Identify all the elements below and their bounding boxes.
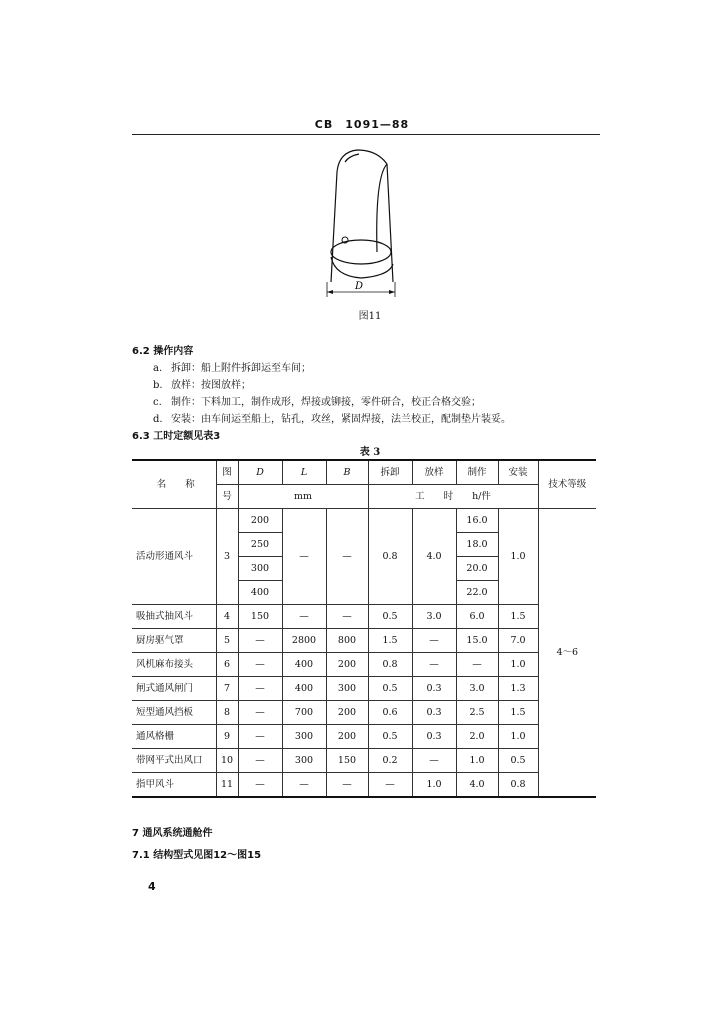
header-layout: 放样	[412, 460, 456, 485]
list-item-text: 安装：由车间运至船上，钻孔，攻丝，紧固焊接，法兰校正，配制垫片装妥。	[171, 414, 511, 425]
cell-install: 7.0	[498, 629, 538, 653]
table-row	[132, 701, 596, 725]
page-header	[0, 118, 724, 131]
cell-B: —	[326, 509, 368, 605]
section-6-2-heading: 6.2 操作内容	[132, 346, 194, 357]
cell-layout: —	[412, 629, 456, 653]
cell-layout: 4.0	[412, 509, 456, 605]
table-row	[132, 749, 596, 773]
table-row	[132, 653, 596, 677]
cell-fig: 6	[216, 653, 238, 677]
cell-D: —	[238, 773, 282, 798]
cell-D: —	[238, 701, 282, 725]
header-fig-bottom: 号	[216, 485, 238, 509]
cell-make: 18.0	[456, 533, 498, 557]
cell-name: 通风格栅	[132, 725, 216, 749]
cell-D: 150	[238, 605, 282, 629]
figure-11-drawing	[315, 142, 415, 302]
cell-layout: —	[412, 749, 456, 773]
work-hours-table	[132, 459, 596, 798]
section-7-heading: 7 通风系统通舱件	[132, 828, 213, 839]
list-item	[153, 410, 511, 425]
cell-B: 800	[326, 629, 368, 653]
cell-name: 闸式通风闸门	[132, 677, 216, 701]
cell-install: 1.5	[498, 605, 538, 629]
cell-install: 0.8	[498, 773, 538, 798]
table-header-row	[132, 460, 596, 485]
cell-L: 300	[282, 725, 326, 749]
cell-make: 20.0	[456, 557, 498, 581]
cell-D: 300	[238, 557, 282, 581]
cell-L: 400	[282, 653, 326, 677]
cell-layout: —	[412, 653, 456, 677]
cell-L: 400	[282, 677, 326, 701]
cell-make: 2.5	[456, 701, 498, 725]
cell-dismantle: 0.5	[368, 677, 412, 701]
cell-B: 200	[326, 653, 368, 677]
cell-fig: 4	[216, 605, 238, 629]
section-6-3-heading: 6.3 工时定额见表3	[132, 431, 221, 442]
cell-fig: 11	[216, 773, 238, 798]
cell-install: 1.0	[498, 725, 538, 749]
cell-L: 2800	[282, 629, 326, 653]
cell-dismantle: 0.5	[368, 725, 412, 749]
cell-L: —	[282, 509, 326, 605]
table-row	[132, 509, 596, 533]
cell-fig: 3	[216, 509, 238, 605]
cell-make: 16.0	[456, 509, 498, 533]
cell-dismantle: 0.8	[368, 653, 412, 677]
table-row	[132, 725, 596, 749]
cell-B: —	[326, 773, 368, 798]
header-mm-unit: mm	[238, 485, 368, 509]
cell-fig: 7	[216, 677, 238, 701]
cell-make: 4.0	[456, 773, 498, 798]
cell-layout: 3.0	[412, 605, 456, 629]
cell-name: 短型通风挡板	[132, 701, 216, 725]
header-name: 名 称	[132, 460, 216, 509]
list-item-text: 制作：下料加工，制作成形，焊接或铆接，零件研合，校正合格交验；	[171, 397, 481, 408]
header-make: 制作	[456, 460, 498, 485]
figure-caption: 图11	[358, 311, 382, 322]
cell-install: 1.0	[498, 653, 538, 677]
header-dismantle: 拆卸	[368, 460, 412, 485]
cell-B: —	[326, 605, 368, 629]
cell-layout: 0.3	[412, 725, 456, 749]
cell-install: 1.3	[498, 677, 538, 701]
cell-fig: 8	[216, 701, 238, 725]
cell-layout: 0.3	[412, 677, 456, 701]
cell-L: —	[282, 773, 326, 798]
list-item-label: c.	[153, 397, 162, 408]
header-standard-code: CB	[314, 118, 334, 131]
table-row	[132, 773, 596, 798]
cell-name: 吸抽式抽风斗	[132, 605, 216, 629]
cell-D: —	[238, 629, 282, 653]
cell-make: 2.0	[456, 725, 498, 749]
cell-make: 3.0	[456, 677, 498, 701]
table-caption: 表 3	[359, 447, 381, 458]
cell-make: —	[456, 653, 498, 677]
cell-install: 1.5	[498, 701, 538, 725]
list-item	[153, 359, 311, 374]
cell-dismantle: 0.6	[368, 701, 412, 725]
cell-D: —	[238, 653, 282, 677]
cell-make: 15.0	[456, 629, 498, 653]
cell-layout: 0.3	[412, 701, 456, 725]
cell-dismantle: 1.5	[368, 629, 412, 653]
header-B: B	[326, 460, 368, 485]
list-item	[153, 376, 251, 391]
table-row	[132, 605, 596, 629]
section-7-1-heading: 7.1 结构型式见图12～图15	[132, 850, 262, 861]
list-item-text: 拆卸：船上附件拆卸运至车间；	[171, 363, 311, 374]
cell-B: 300	[326, 677, 368, 701]
cell-B: 200	[326, 701, 368, 725]
cell-fig: 5	[216, 629, 238, 653]
header-rule	[132, 134, 600, 135]
list-item-label: d.	[153, 414, 163, 425]
cell-L: 300	[282, 749, 326, 773]
header-hours-unit: 工 时 h/件	[368, 485, 538, 509]
cell-make: 1.0	[456, 749, 498, 773]
cell-layout: 1.0	[412, 773, 456, 798]
cell-dismantle: —	[368, 773, 412, 798]
cell-name: 指甲风斗	[132, 773, 216, 798]
cell-L: —	[282, 605, 326, 629]
cell-name: 风机麻布接头	[132, 653, 216, 677]
cell-make: 22.0	[456, 581, 498, 605]
cell-D: —	[238, 725, 282, 749]
cell-name: 活动形通风斗	[132, 509, 216, 605]
cell-install: 1.0	[498, 509, 538, 605]
header-standard-number: 1091—88	[345, 118, 410, 131]
cell-install: 0.5	[498, 749, 538, 773]
cell-grade: 4～6	[538, 509, 596, 798]
table-row	[132, 677, 596, 701]
cell-L: 700	[282, 701, 326, 725]
cell-name: 厨房驱气罩	[132, 629, 216, 653]
list-item	[153, 393, 481, 408]
cell-D: 200	[238, 509, 282, 533]
cell-fig: 10	[216, 749, 238, 773]
cell-make: 6.0	[456, 605, 498, 629]
cell-name: 带网平式出风口	[132, 749, 216, 773]
list-item-label: a.	[153, 363, 163, 374]
cell-dismantle: 0.8	[368, 509, 412, 605]
table-row	[132, 629, 596, 653]
cell-D: —	[238, 749, 282, 773]
cell-dismantle: 0.2	[368, 749, 412, 773]
header-grade: 技术等级	[538, 460, 596, 509]
figure-dim-label: D	[355, 281, 364, 292]
cell-B: 150	[326, 749, 368, 773]
cell-fig: 9	[216, 725, 238, 749]
page-number: 4	[148, 880, 156, 893]
header-install: 安装	[498, 460, 538, 485]
cell-B: 200	[326, 725, 368, 749]
cell-dismantle: 0.5	[368, 605, 412, 629]
header-D: D	[238, 460, 282, 485]
header-fig-top: 图	[216, 460, 238, 485]
cell-D: 400	[238, 581, 282, 605]
list-item-label: b.	[153, 380, 163, 391]
list-item-text: 放样：按图放样；	[171, 380, 251, 391]
cell-D: 250	[238, 533, 282, 557]
header-L: L	[282, 460, 326, 485]
cell-D: —	[238, 677, 282, 701]
